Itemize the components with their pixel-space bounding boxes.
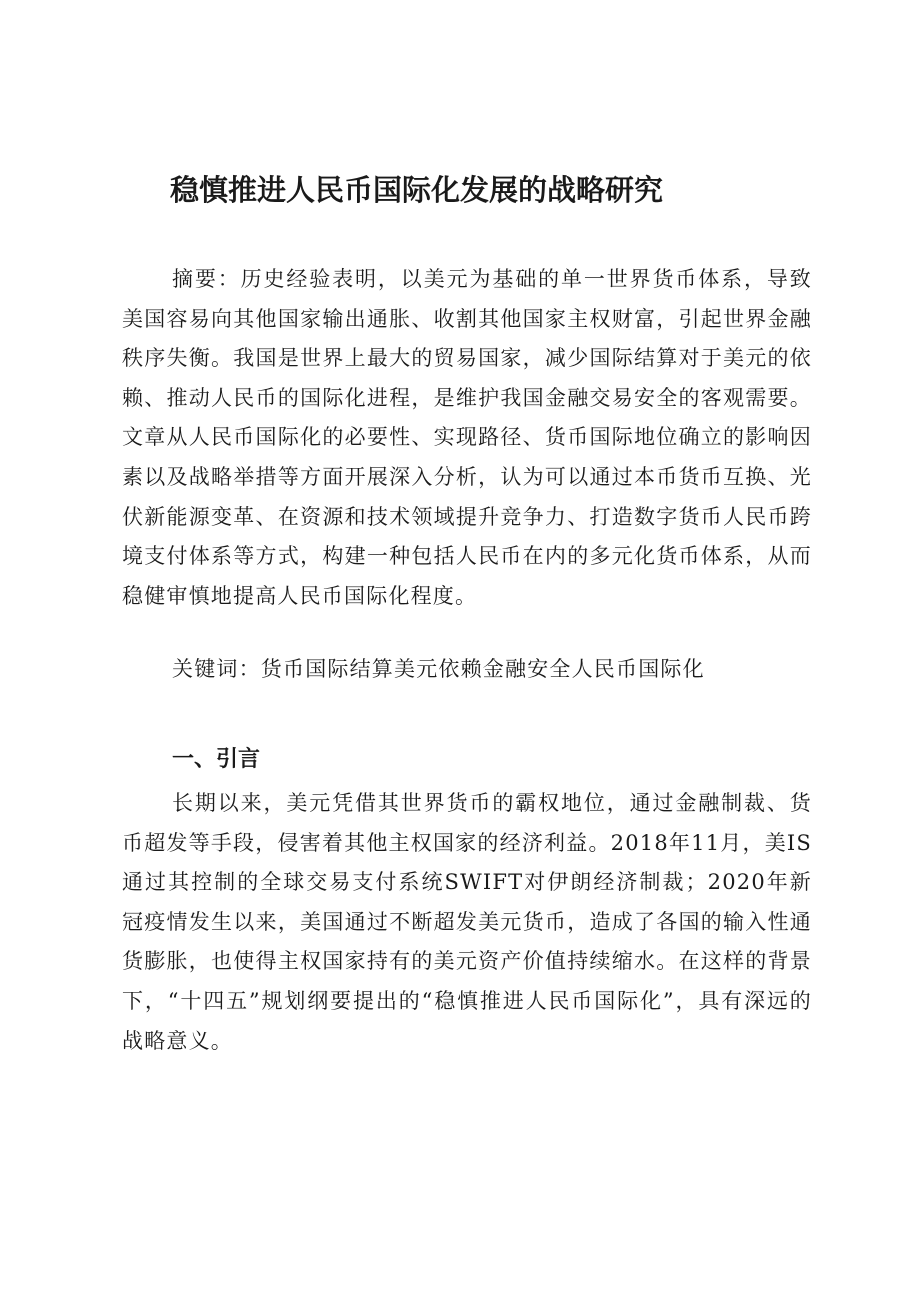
introduction-paragraph: 长期以来，美元凭借其世界货币的霸权地位，通过金融制裁、货币超发等手段，侵害着其他主权国家的经济利益。2018年11月，美IS通过其控制的全球交易支付系统SWIFT对伊朗经济制裁；2020年新冠疫情发生以来，美国通过不断超发美元货币，造成了各国的输入性通货膨胀，也使得主权国家持有的美元资产价值持续缩水。在这样的背景下，“十四五”规划纲要提出的“稳慎推进人民币国际化”，具有深远的战略意义。	[122, 791, 812, 1053]
keywords-paragraph: 关键词：货币国际结算美元依赖金融安全人民币国际化	[172, 657, 705, 681]
abstract-paragraph: 摘要：历史经验表明，以美元为基础的单一世界货币体系，导致美国容易向其他国家输出通胀、收割其他国家主权财富，引起世界金融秩序失衡。我国是世界上最大的贸易国家，减少国际结算对于美元的依赖、推动人民币的国际化进程，是维护我国金融交易安全的客观需要。文章从人民币国际化的必要性、实现路径、货币国际地位确立的影响因素以及战略举措等方面开展深入分析，认为可以通过本币货币互换、光伏新能源变革、在资源和技术领域提升竞争力、打造数字货币人民币跨境支付体系等方式，构建一种包括人民币在内的多元化货币体系，从而稳健审慎地提高人民币国际化程度。	[122, 267, 812, 608]
section-heading-introduction: 一、引言	[172, 747, 261, 772]
document-title: 稳慎推进人民币国际化发展的战略研究	[170, 173, 664, 207]
